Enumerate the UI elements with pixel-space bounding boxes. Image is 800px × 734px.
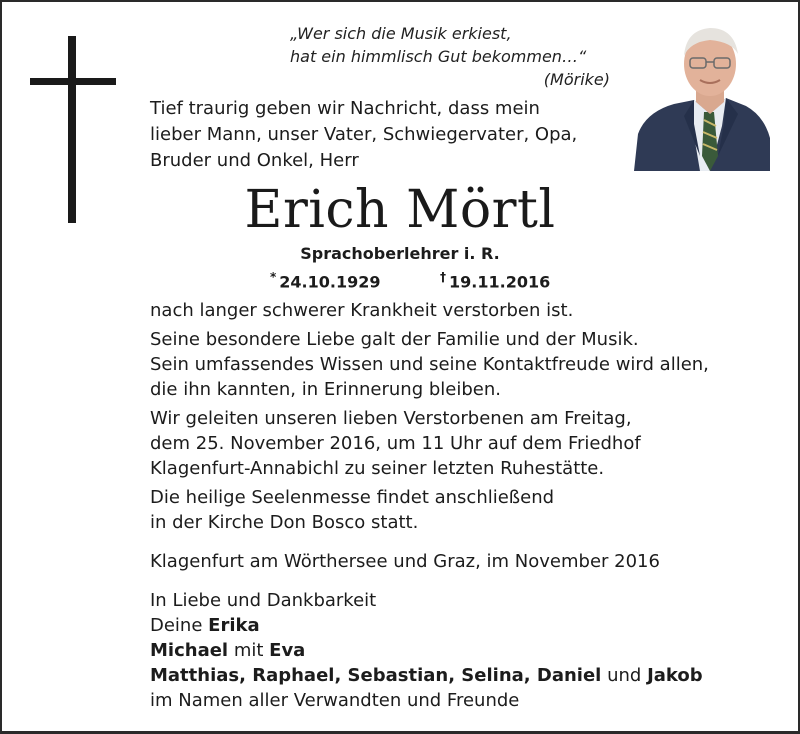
signature-line-3: Matthias, Raphael, Sebastian, Selina, Daniel und Jakob bbox=[150, 665, 703, 686]
body-line: Wir geleiten unseren lieben Verstorbenen am Freitag, bbox=[150, 408, 632, 429]
portrait-photo bbox=[634, 16, 770, 171]
body-line: nach langer schwerer Krankheit verstorben ist. bbox=[150, 300, 574, 321]
deceased-title: Sprachoberlehrer i. R. bbox=[300, 244, 500, 263]
notice-body bbox=[150, 298, 790, 713]
place-date: Klagenfurt am Wörthersee und Graz, im November 2016 bbox=[150, 551, 660, 572]
intro-line: lieber Mann, unser Vater, Schwiegervater, Opa, bbox=[150, 124, 578, 145]
signature-line-1: Deine Erika bbox=[150, 615, 260, 636]
signature-line-4: im Namen aller Verwandten und Freunde bbox=[150, 690, 520, 711]
quote-author: (Mörike) bbox=[543, 70, 610, 89]
asterisk-icon: * bbox=[270, 270, 277, 284]
body-line: Die heilige Seelenmesse findet anschließend bbox=[150, 487, 555, 508]
body-line: Seine besondere Liebe galt der Familie und der Musik. bbox=[150, 329, 639, 350]
dagger-icon: † bbox=[440, 270, 446, 284]
death-date: † 19.11.2016 bbox=[440, 270, 551, 292]
body-line: die ihn kannten, in Erinnerung bleiben. bbox=[150, 379, 501, 400]
deceased-name: Erich Mörtl bbox=[244, 180, 556, 240]
border-left bbox=[0, 0, 2, 734]
body-line: Klagenfurt-Annabichl zu seiner letzten Ruhestätte. bbox=[150, 458, 605, 479]
intro-line: Bruder und Onkel, Herr bbox=[150, 150, 359, 171]
border-top bbox=[0, 0, 800, 2]
quote-line-2: hat ein himmlisch Gut bekommen…“ bbox=[290, 47, 587, 66]
intro-line: Tief traurig geben wir Nachricht, dass mein bbox=[150, 98, 540, 119]
body-line: dem 25. November 2016, um 11 Uhr auf dem Friedhof bbox=[150, 433, 641, 454]
quote-line-1: „Wer sich die Musik erkiest, bbox=[290, 24, 512, 43]
life-dates bbox=[260, 270, 620, 296]
intro-text bbox=[150, 96, 630, 174]
closing-line: In Liebe und Dankbarkeit bbox=[150, 590, 377, 611]
moerike-quote bbox=[240, 22, 618, 91]
body-line: Sein umfassendes Wissen und seine Kontaktfreude wird allen, bbox=[150, 354, 709, 375]
body-line: in der Kirche Don Bosco statt. bbox=[150, 512, 419, 533]
signature-line-2: Michael mit Eva bbox=[150, 640, 306, 661]
birth-date: * 24.10.1929 bbox=[270, 270, 381, 292]
